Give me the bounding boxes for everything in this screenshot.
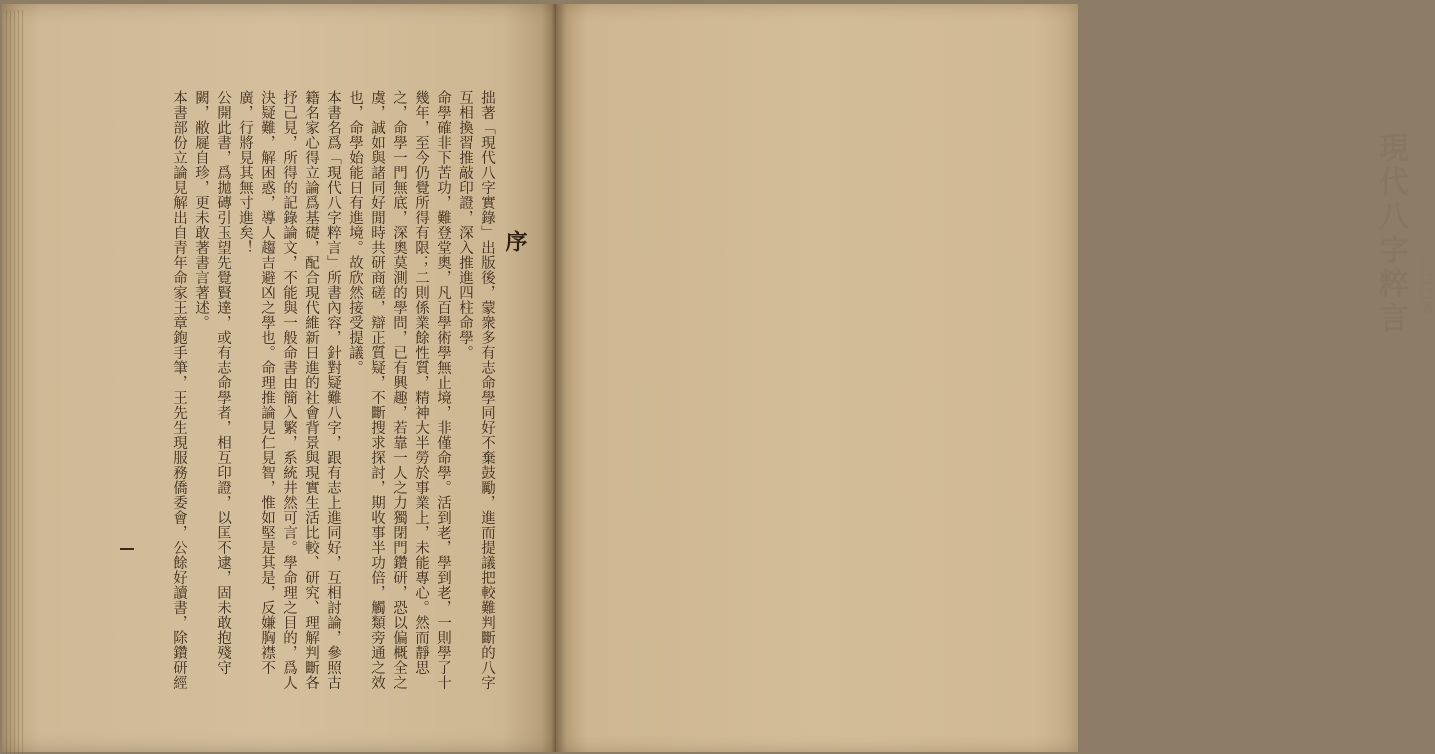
bleed-through-title: 現代八字粹言 <box>1373 132 1408 336</box>
paragraph: 本書名爲「現代八字粹言」所書內容，針對疑難八字，跟有志上進同好，互相討論，參照古籍名家心得立論爲基礎，配合現代維新日進的社會背景與現實生活比較、研究、理解判斷各抒己見，所得的記錄論文，不能與一般命書由簡入繁，系統井然可言。學命理之目的，爲人決疑難，解困惑，導人趨吉避凶之學也。命理推論見仁見智，惟如堅是其是，反嫌胸襟不廣，行將見其無寸進矣！ <box>237 90 341 690</box>
preface-body <box>106 90 498 690</box>
bleed-through-subtitle: □□□著 <box>1418 256 1433 314</box>
paragraph: 本書部份立論見解出自青年命家王章鉋手筆，王先生現服務僑委會，公餘好讀書，除鑽研經 <box>171 90 187 690</box>
page-edge-lines <box>6 10 26 754</box>
paragraph: 命學確非下苦功，難登堂奧，凡百學術學無止境，非僅命學。活到老，學到老，一則學了十幾年，至今仍覺所得有限；二則係業餘性質，精神大半勞於事業上，未能專心。然而靜思之，命學一門無底，深奧莫測的學問，已有興趣，若靠一人之力獨閉門鑽研，恐以偏概全之虞，誠如與諸同好閒時共研商磋，辯正質疑，不斷搜求探討，期收事半功倍，觸類旁通之效也，命學始能日有進境。故欣然接受提議。 <box>347 90 451 690</box>
preface-heading: 序 <box>502 230 528 252</box>
right-page <box>556 4 1433 752</box>
left-page <box>2 4 558 752</box>
paragraph: 拙著「現代八字實錄」出版後，蒙衆多有志命學同好不棄鼓勵，進而提議把較難判斷的八字互相換習推敲印證，深入推進四柱命學。 <box>457 90 495 690</box>
paragraph: 公開此書，爲拋磚引玉望先覺賢達，或有志命學者，相互印證，以匡不逮，固未敢抱殘守闕，敝屣自珍，更未敢著書言著述。 <box>193 90 231 675</box>
page-number <box>120 548 134 550</box>
